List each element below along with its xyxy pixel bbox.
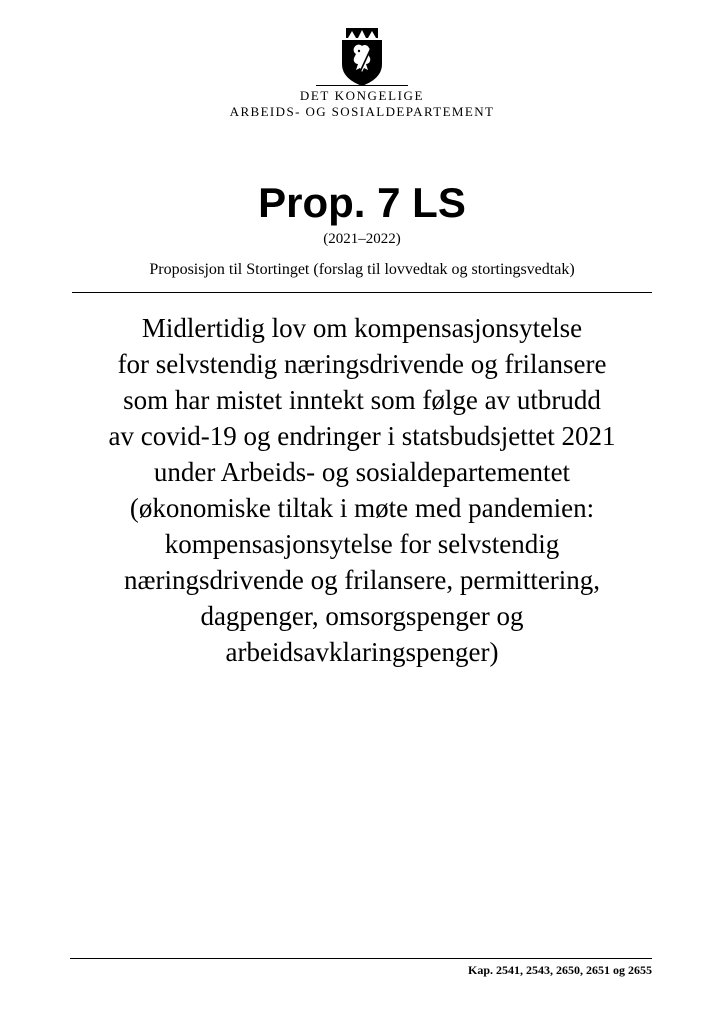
proposition-subtitle: Proposisjon til Stortinget (forslag til lovvedtak og stortingsvedtak) [149,261,575,278]
proposition-number: Prop. 7 LS [258,179,466,226]
budget-chapters: Kap. 2541, 2543, 2650, 2651 og 2655 [467,963,652,977]
title-divider [72,292,652,293]
document-title [60,310,664,670]
session-years: (2021–2022) [323,231,401,247]
title-line: kompensasjonsytelse for selvstendig [164,529,560,559]
title-line: Midlertidig lov om kompensasjonsytelse [141,313,583,343]
coat-of-arms-icon [338,28,386,86]
ministry-name-line1: DET KONGELIGE [299,88,425,103]
title-line: som har mistet inntekt som følge av utbrudd [123,385,601,415]
title-line: (økonomiske tiltak i møte med pandemien: [129,493,595,523]
ministry-logo [0,28,724,86]
title-line: for selvstendig næringsdrivende og frilansere [117,349,607,379]
title-line: næringsdrivende og frilansere, permittering, [123,565,601,595]
ministry-divider [316,85,408,86]
title-line: under Arbeids- og sosialdepartementet [153,457,571,487]
title-line: av covid-19 og endringer i statsbudsjettet 2021 [108,421,616,451]
title-line: dagpenger, omsorgspenger og [200,601,524,631]
title-line: arbeidsavklaringspenger) [225,637,499,667]
footer-divider [70,958,652,959]
ministry-name-line2: ARBEIDS- OG SOSIALDEPARTEMENT [229,104,495,119]
